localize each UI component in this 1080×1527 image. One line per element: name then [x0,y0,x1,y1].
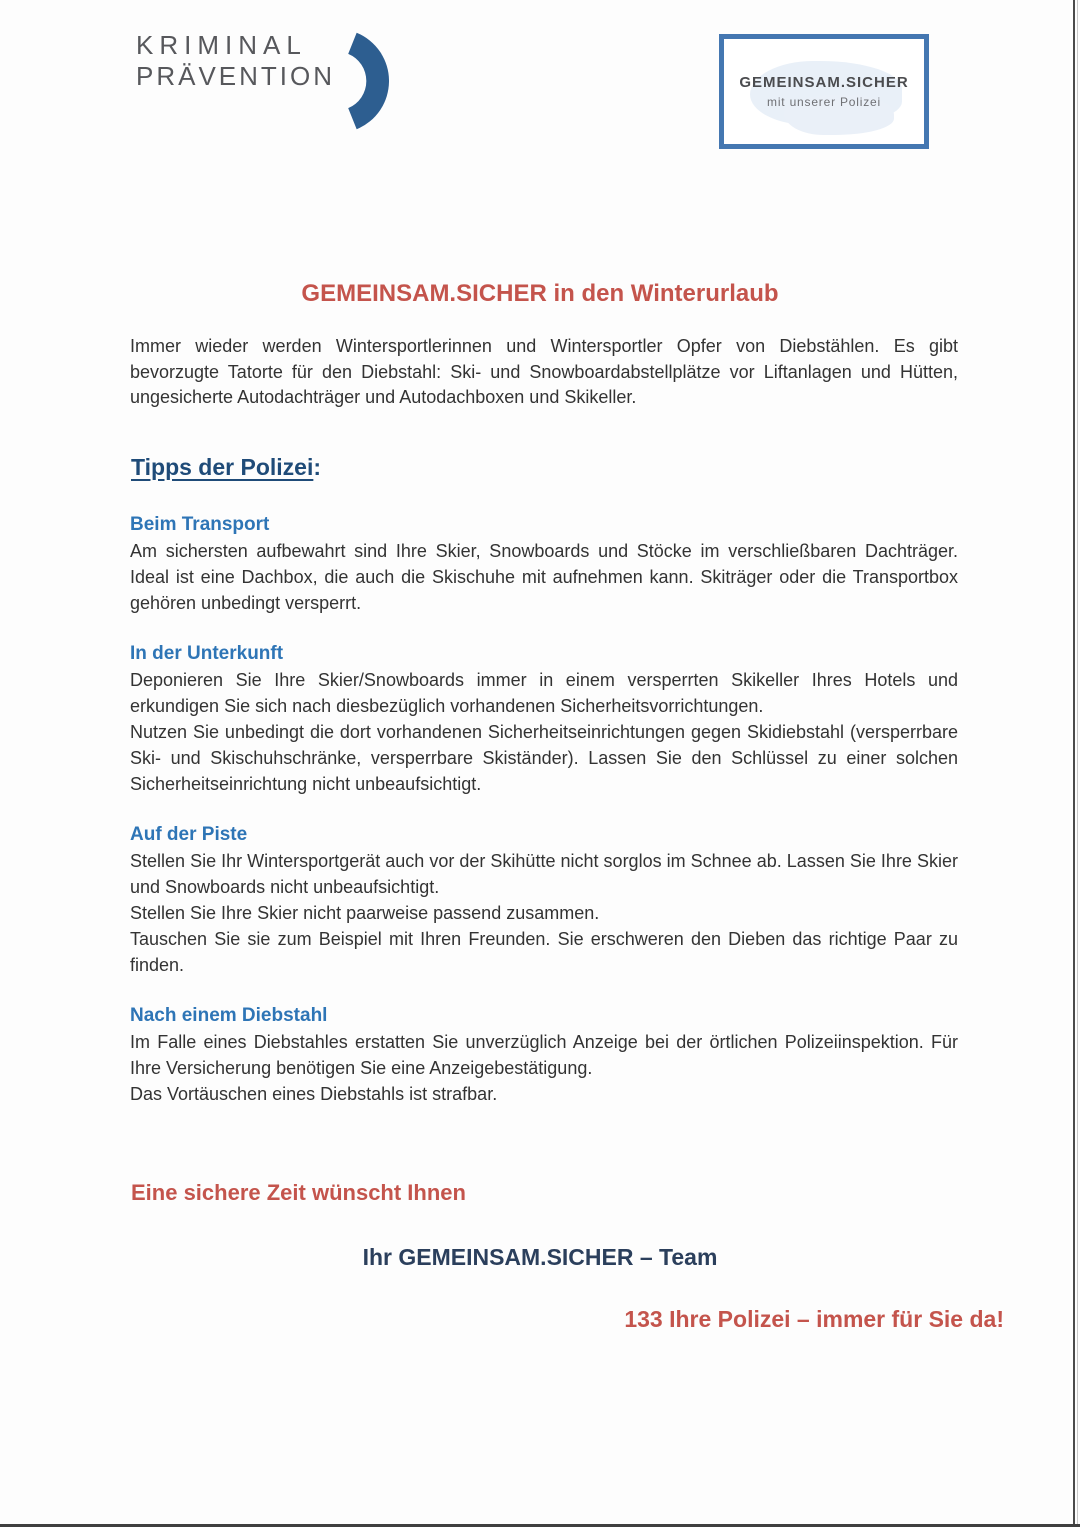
section-heading: In der Unterkunft [130,643,284,664]
logo-line-praevention: PRÄVENTION [136,61,336,91]
paragraph: Stellen Sie Ihr Wintersportgerät auch vor der Skihütte nicht sorglos im Schnee ab. Lassen Sie Ihre Skier und Snowboards nicht unbeaufsichtigt. [130,851,958,897]
gemeinsam-sicher-badge [719,34,929,149]
section-heading: Beim Transport [130,514,270,535]
logo-text [136,30,335,92]
logo-line-kriminal: KRIMINAL [136,30,307,60]
section-in-der-unterkunft [130,641,958,797]
tips-heading-colon: : [313,454,322,480]
paragraph: Stellen Sie Ihre Skier nicht paarweise passend zusammen. [130,903,600,923]
paragraph: Im Falle eines Diebstahles erstatten Sie unverzüglich Anzeige bei der örtlichen Polizeiinspektion. Für Ihre Versicherung benötigen Sie eine Anzeigebestätigung. [130,1032,958,1078]
logo-arc-icon [342,29,389,138]
tips-sections [130,512,958,1107]
scan-artifact-right-edge [1077,0,1078,1527]
paragraph: Am sichersten aufbewahrt sind Ihre Skier, Snowboards und Stöcke im verschließbaren Dachträger. Ideal ist eine Dachbox, die auch die Skischuhe mit aufnehmen kann. Skiträger oder die Transportbox gehören unbedingt versperrt. [130,541,958,613]
section-nach-einem-diebstahl [130,1003,958,1107]
section-beim-transport [130,512,958,616]
paragraph: Das Vortäuschen eines Diebstahls ist strafbar. [130,1084,498,1104]
tips-heading [131,454,321,481]
scan-artifact-right-edge [1073,0,1075,1527]
section-auf-der-piste [130,822,958,978]
badge-title: GEMEINSAM.SICHER [739,74,909,91]
badge-subtitle: mit unserer Polizei [767,95,881,109]
paragraph: Deponieren Sie Ihre Skier/Snowboards immer in einem versperrten Skikeller Ihres Hotels und erkundigen Sie sich nach diesbezüglich vorhandenen Sicherheitsvorrichtungen. [130,670,958,716]
closing-hotline: 133 Ihre Polizei – immer für Sie da! [624,1306,1004,1332]
paragraph: Nutzen Sie unbedingt die dort vorhandenen Sicherheitseinrichtungen gegen Skidiebstahl (versperrbare Ski- und Skischuhschränke, versperrbare Skiständer). Lassen Sie den Schlüssel zu einer solchen Sicherheitseinrichtung nicht unbeaufsichtigt. [130,722,958,794]
closing-team: Ihr GEMEINSAM.SICHER – Team [362,1244,718,1270]
paragraph: Tauschen Sie sie zum Beispiel mit Ihren Freunden. Sie erschweren den Dieben das richtige Paar zu finden. [130,929,958,975]
closing-wish: Eine sichere Zeit wünscht Ihnen [131,1180,466,1205]
intro-paragraph: Immer wieder werden Wintersportlerinnen und Wintersportler Opfer von Diebstählen. Es gibt bevorzugte Tatorte für den Diebstahl: Ski- und Snowboardabstellplätze vor Liftanlagen und Hütten, ungesicherte Autodachträger und Autodachboxen und Skikeller. [130,336,958,407]
section-heading: Nach einem Diebstahl [130,1005,328,1026]
page-title: GEMEINSAM.SICHER in den Winterurlaub [301,280,779,307]
kriminal-praevention-logo [136,30,389,138]
section-heading: Auf der Piste [130,824,248,845]
tips-heading-text: Tipps der Polizei [131,454,314,480]
